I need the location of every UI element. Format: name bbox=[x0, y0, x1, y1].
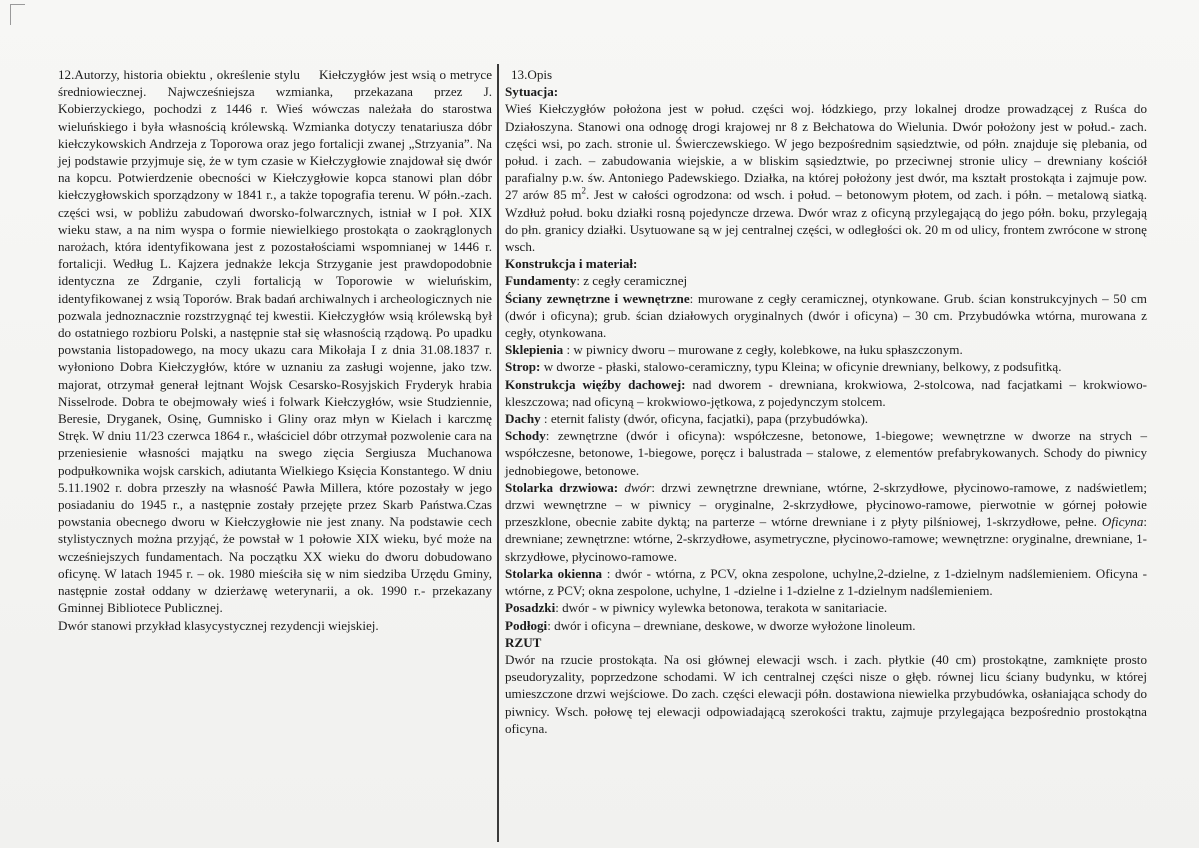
description-heading: 13.Opis bbox=[511, 67, 553, 82]
stolarka-drzwiowa-text-a: : drzwi zewnętrzne drewniane, wtórne, 2-skrzydłowe, płycinowo-ramowe, z nadświetlem; drzwi wewnętrzne – w piwnicy – oryginalne, 2-skrzydłowe, płycinowo-ramowe, pierwotnie w górnej połowie przeszklone, obecnie zabite dyktą; na parterze – wtórne drewniane i z płyty pilśniowej, 1-skrzydłowe, pełne. bbox=[505, 479, 1148, 530]
sytuacja-paragraph bbox=[505, 100, 1147, 255]
stolarka-drzwiowa-paragraph bbox=[505, 479, 1147, 565]
dachy-text: : eternit falisty (dwór, oficyna, facjatki), papa (przybudówka). bbox=[540, 411, 869, 427]
history-closing: Dwór stanowi przykład klasycystycznej rezydencji wiejskiej. bbox=[58, 617, 379, 633]
wiezba-label: Konstrukcja więźby dachowej: bbox=[505, 376, 686, 392]
strop-text: w dworze - płaski, stalowo-ceramiczny, typu Kleina; w oficynie drewniany, belkowy, z podsufitką. bbox=[540, 359, 1062, 375]
sytuacja-text-b: . Jest w całości ogrodzona: od wsch. i połud. – betonowym płotem, od zach. i półn. – metalową siatką. Wzdłuż połud. boku działki rosną pojedyncze drzewa. Dwór wraz z oficyną przylegającą do jego półn. boku, przylegają do płn. granicy działki. Usytuowane są w jej centralnej części, w odległości ok. 20 m od ulicy, frontem zwrócone w stronę wsch. bbox=[505, 187, 1147, 255]
sciany-text: : murowane z cegły ceramicznej, otynkowane. Grub. ścian konstrukcyjnych – 50 cm (dwór i oficyna); grub. ścian działowych oryginalnych (dwór i oficyna) – 30 cm. Przybudówka wtórna, murowana z cegły, otynkowana. bbox=[505, 290, 1147, 341]
history-column bbox=[58, 66, 492, 634]
fundamenty-line bbox=[505, 272, 1147, 289]
podlogi-line bbox=[505, 617, 1147, 634]
sytuacja-label: Sytuacja: bbox=[505, 84, 559, 100]
stolarka-drzwiowa-text-b: : drewniane; zewnętrzne: wtórne, 2-skrzydłowe, asymetryczne, płycinowo-ramowe; wewnętrzne: oryginalne, drewniane, 1-skrzydłowe, płycinowo-ramowe. bbox=[505, 514, 1148, 564]
rzut-paragraph: Dwór na rzucie prostokąta. Na osi głównej elewacji wsch. i zach. płytkie (40 cm) prostokątne, zamknięte prosto pseudoryzality, poprzedzone schodami. W ich centralnej części nisze o głęb. równej licu ściany budynku, w której umieszczone drzwi wejściowe. Do zach. części elewacji półn. dostawiona niewielka przybudówka, osłaniająca schody do piwnicy. Wsch. połowę tej elewacji odpowiadającą szerokości traktu, zajmuje przylegająca bezpośrednio prostokątna oficyna. bbox=[505, 651, 1147, 736]
schody-paragraph bbox=[505, 427, 1147, 479]
history-paragraph bbox=[58, 66, 492, 617]
stolarka-okienna-text: : dwór - wtórna, z PCV, okna zespolone, uchylne,2-dzielne, z 1-dzielnym nadślemieniem. Oficyna - wtórne, z PCV; okna zespolone, uchylne, 1 -dzielne i 1-dzielne z 1-dzielnym nadślemieniem. bbox=[505, 565, 1147, 599]
podlogi-text: : dwór i oficyna – drewniane, deskowe, w dworze wyłożone linoleum. bbox=[547, 617, 916, 633]
history-text: Kiełczygłów jest wsią o metryce średniowiecznej. Najwcześniejsza wzmianka, przekazana przez J. Kobierzyckiego, pochodzi z 1446 r. Wieś wówczas należała do starostwa wieluńskiego i była własnością królewską. Wzmianka dotyczy tenatariusza dóbr kiełczykowskich Andrzeja z Toporowa oraz jego fortalicji zwanej „Strzyania”. Na jej podstawie przyjmuje się, że w tym czasie w Kiełczygłowie znajdował się dwór na kopcu. Potwierdzenie obecności w Kiełczygłowie kopca stanowi plan dóbr kiełczygłowskich sporządzony w 1841 r., a także topografia terenu. W półn.-zach. części wsi, w pobliżu zabudowań dworsko-folwarcznych, istniał w I poł. XIX wieku staw, a na nim wyspa o formie niewielkiego prostokąta o zaokrąglonych narożach, która identyfikowana jest z pozostałościami wspomnianej w 1446 r. fortalicji. Według L. Kajzera jednakże lekcja Strzyganie jest prawdopodobnie identyczna ze Zdrganie, czyli fortalicją w Toporowie w wieluńskim, identyfikowanej z wsią Toporów. Brak badań archiwalnych i archeologicznych nie pozwala jednoznacznie rozstrzygnąć tej kwestii. Kiełczygłów wsią królewską był do ostatniego rozbioru Polski, a następnie stał się własnością rządową. Po upadku powstania listopadowego, na mocy ukazu cara Mikołaja I z dnia 31.08.1837 r. wyłoniono Dobra Kiełczygłów, które w uznaniu za zasługi wojenne, jako tzw. majorat, otrzymał generał lejtnant Wojsk Cesarsko-Rosyjskich Fryderyk hrabia Nisselrode. Dobra te obejmowały wieś i folwark Kiełczygłów, wsie Studziennie, Beresie, Dryganek, Osinę, Gumnisko i Gliny oraz młyn w Kielach i karczmę Stręk. W dniu 11/23 czerwca 1864 r., właściciel dóbr otrzymał pozwolenie cara na przeniesienie własności majątku na swego zięcia Sergiusza Muchanowa podpułkownika wojsk carskich, adiutanta Wielkiego Księcia Konstantego. W dniu 5.11.1902 r. dobra przeszły na własność Pawła Millera, które pozostały w jego posiadaniu do 1945 r., a następnie zostały przejęte przez Skarb Państwa.Czas powstania obecnego dworu w Kiełczygłowie nie jest znany. Na podstawie cech stylistycznych można przyjąć, że powstał w 1 połowie XIX wieku, być może na wcześniejszych fundamentach. Na początku XX wieku do dworu dobudowano oficynę. W latach 1945 r. – ok. 1980 mieściła się w nim siedziba Urzędu Gminy, następnie został oddany w dzierżawę weterynarii, a ok. 1990 r.- przekazany Gminnej Bibliotece Publicznej. bbox=[58, 67, 493, 616]
scan-corner-mark bbox=[10, 4, 25, 25]
column-divider bbox=[497, 64, 499, 842]
sciany-paragraph bbox=[505, 290, 1147, 342]
wiezba-paragraph bbox=[505, 376, 1147, 410]
stolarka-drzwiowa-dwor: dwór bbox=[624, 479, 652, 495]
posadzki-label: Posadzki bbox=[505, 600, 556, 616]
strop-label: Strop: bbox=[505, 359, 541, 375]
description-column bbox=[505, 66, 1147, 737]
konstrukcja-label: Konstrukcja i materiał: bbox=[505, 256, 638, 272]
fundamenty-label: Fundamenty bbox=[505, 273, 577, 289]
stolarka-drzwiowa-oficyna: Oficyna bbox=[1101, 514, 1144, 530]
strop-paragraph bbox=[505, 358, 1147, 375]
dachy-line bbox=[505, 410, 1147, 427]
schody-text: : zewnętrzne (dwór i oficyna): współczesne, betonowe, 1-biegowe; wewnętrzne w dworze na strych – współczesne, betonowe, 1-biegowe, poręcz i balustrada – stalowe, z elementów prefabrykowanych. Schody do piwnicy jednobiegowe, betonowe. bbox=[505, 428, 1147, 478]
sciany-label: Ściany zewnętrzne i wewnętrzne bbox=[505, 290, 690, 306]
podlogi-label: Podłogi bbox=[505, 617, 548, 633]
posadzki-line bbox=[505, 599, 1147, 616]
sklepienia-label: Sklepienia bbox=[505, 342, 564, 358]
dachy-label: Dachy bbox=[505, 411, 541, 427]
stolarka-okienna-paragraph bbox=[505, 565, 1147, 599]
sytuacja-sup: 2 bbox=[581, 186, 586, 197]
stolarka-drzwiowa-label: Stolarka drzwiowa: bbox=[505, 479, 619, 495]
sklepienia-text: : w piwnicy dworu – murowane z cegły, kolebkowe, na łuku spłaszczonym. bbox=[563, 342, 963, 358]
fundamenty-text: : z cegły ceramicznej bbox=[576, 273, 688, 289]
stolarka-okienna-label: Stolarka okienna bbox=[505, 565, 603, 581]
history-heading: 12.Autorzy, historia obiektu , określenie stylu bbox=[58, 67, 300, 82]
sytuacja-text-a: Wieś Kiełczygłów położona jest w połud. części woj. łódzkiego, przy lokalnej drodze prowadzącej z Ruśca do Działoszyna. Stanowi ona odnogę drogi krajowej nr 8 z Bełchatowa do Wielunia. Dwór położony jest w połud.- zach. części wsi, po zach. stronie ul. Świerczewskiego. W jego bezpośrednim sąsiedztwie, od półn. znajduje się plebania, od połud. i zach. – zabudowania wiejskie, a w bliskim sąsiedztwie, po przeciwnej stronie ulicy – drewniany kościół parafialny p.w. św. Antoniego Padewskiego. Działka, na której położony jest dwór, ma kształt prostokąta i zajmuje pow. 27 arów 85 m bbox=[505, 101, 1147, 203]
rzut-label: RZUT bbox=[505, 634, 542, 650]
sklepienia-line bbox=[505, 341, 1147, 358]
posadzki-text: : dwór - w piwnicy wylewka betonowa, terakota w sanitariacie. bbox=[555, 600, 888, 616]
wiezba-text: nad dworem - drewniana, krokwiowa, 2-stolcowa, nad facjatkami – krokwiowo-kleszczowa; nad oficyną – krokwiowo-jętkowa, z pojedynczym stolcem. bbox=[505, 376, 1147, 409]
schody-label: Schody bbox=[505, 428, 546, 444]
